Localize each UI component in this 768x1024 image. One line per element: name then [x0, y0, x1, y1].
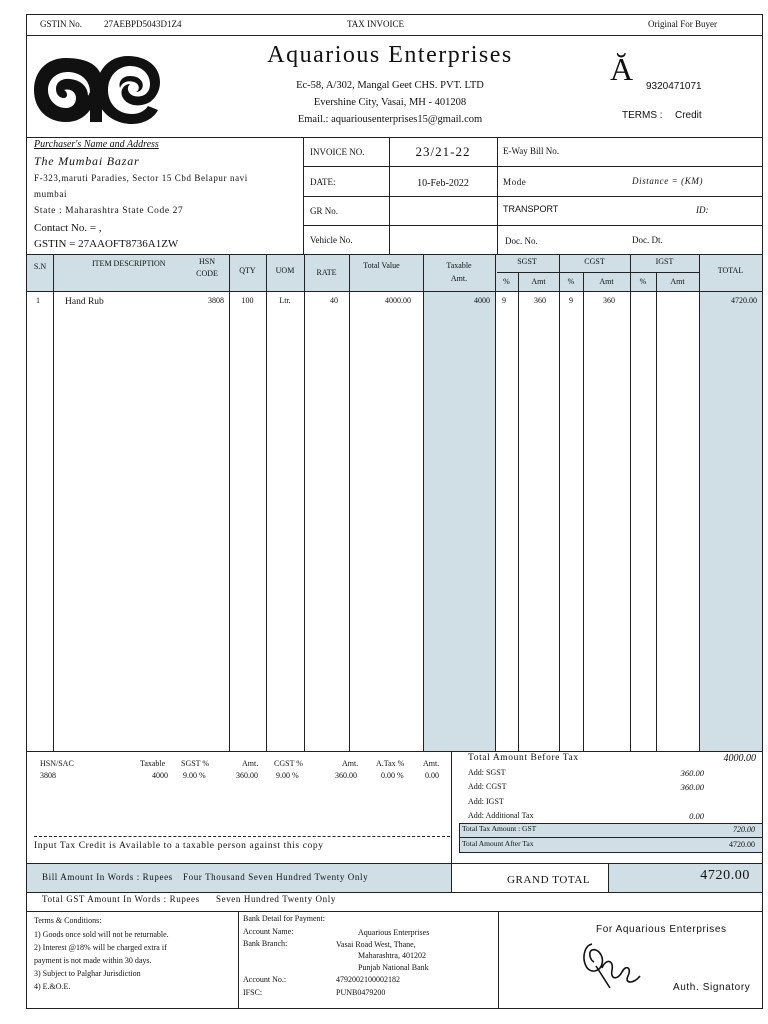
invoice-no-label: INVOICE NO. — [310, 147, 365, 157]
divider — [303, 166, 763, 167]
sum-sgst-pct: 9.00 % — [183, 771, 206, 780]
id-label: ID: — [696, 205, 709, 215]
signature-scribble-icon — [578, 938, 648, 994]
distance-label: Distance = (KM) — [632, 176, 704, 186]
col-header-igst-amt: Amt — [670, 277, 685, 286]
company-logo — [32, 52, 160, 128]
before-tax-value: 4000.00 — [723, 753, 756, 764]
sum-hsn: 3808 — [40, 771, 56, 780]
col-header-cgst-amt: Amt — [599, 277, 614, 286]
col-header-sgst-amt: Amt — [531, 277, 546, 286]
sum-atax-pct: 0.00 % — [381, 771, 404, 780]
divider — [303, 225, 763, 226]
purchaser-address-2: mumbai — [34, 189, 68, 199]
sum-cgst-amt: 360.00 — [335, 771, 357, 780]
col-header-igst-pct: % — [639, 277, 647, 286]
logo-mark-icon — [32, 52, 160, 128]
terms-value: Credit — [675, 110, 702, 121]
add-sgst-label: Add: SGST — [468, 768, 506, 777]
total-tax-value: 720.00 — [733, 825, 755, 834]
col-header-total: TOTAL — [717, 266, 744, 275]
gst-words-label: Total GST Amount In Words : Rupees — [42, 894, 200, 904]
sum-header-amt-3: Amt. — [423, 759, 440, 768]
mode-label: Mode — [503, 177, 527, 187]
col-header-hsn-2: CODE — [196, 269, 218, 278]
doc-no-label: Doc. No. — [505, 236, 538, 246]
divider — [583, 272, 584, 751]
divider — [451, 751, 452, 863]
purchaser-state: State : Maharashtra State Code 27 — [34, 206, 184, 216]
divider — [423, 254, 424, 751]
after-tax-value: 4720.00 — [729, 840, 755, 849]
after-tax-label: Total Amount After Tax — [462, 839, 534, 848]
divider — [451, 863, 452, 892]
invoice-no-value: 23/21-22 — [415, 144, 471, 159]
divider — [459, 837, 763, 838]
purchaser-gstin: GSTIN = 27AAOFT8736A1ZW — [34, 238, 179, 250]
divider — [656, 272, 657, 751]
bank-heading: Bank Detail for Payment: — [243, 914, 325, 923]
col-header-sgst-pct: % — [503, 277, 510, 286]
company-address-1: Ec-58, A/302, Mangal Geet CHS. PVT. LTD — [296, 80, 484, 91]
add-cgst-label: Add: CGST — [468, 782, 507, 791]
sum-header-hsn: HSN/SAC — [40, 759, 74, 768]
eway-label: E-Way Bill No. — [503, 146, 560, 156]
bank-acct-name: Aquarious Enterprises — [358, 928, 430, 937]
col-header-desc: ITEM DESCRIPTION — [92, 259, 166, 268]
divider — [26, 291, 763, 292]
divider — [26, 35, 763, 36]
sum-cgst-pct: 9.00 % — [276, 771, 299, 780]
row-total: 4720.00 — [731, 296, 757, 305]
purchaser-name: The Mumbai Bazar — [34, 154, 140, 168]
date-value: 10-Feb-2022 — [417, 178, 469, 189]
signature-for-label: For Aquarious Enterprises — [596, 924, 727, 935]
divider — [26, 911, 763, 912]
row-desc: Hand Rub — [65, 297, 104, 307]
bank-branch-line: Punjab National Bank — [358, 963, 429, 972]
bill-words-label: Bill Amount In Words : Rupees — [42, 872, 173, 882]
signature-mark — [578, 938, 648, 994]
terms-line: 1) Goods once sold will not be returnable. — [34, 930, 169, 939]
phone-icon: Ă — [610, 51, 634, 87]
divider — [459, 823, 460, 852]
row-rate: 40 — [330, 296, 338, 305]
divider — [303, 196, 763, 197]
itc-note: Input Tax Credit is Available to a taxable person against this copy — [34, 841, 324, 851]
col-header-igst: IGST — [655, 257, 674, 266]
row-taxable: 4000 — [474, 296, 490, 305]
divider — [304, 254, 305, 751]
divider — [34, 836, 450, 837]
doc-dt-label: Doc. Dt. — [632, 235, 663, 245]
row-total-value: 4000.00 — [385, 296, 411, 305]
row-qty: 100 — [241, 296, 254, 305]
divider — [266, 254, 267, 751]
vehicle-label: Vehicle No. — [310, 235, 353, 245]
divider — [229, 254, 230, 751]
divider — [498, 911, 499, 1009]
company-email: Email.: aquariousenterprises15@gmail.com — [297, 114, 483, 125]
divider — [26, 137, 763, 138]
company-name: Aquarious Enterprises — [267, 42, 513, 68]
divider — [349, 254, 350, 751]
auth-signatory-label: Auth. Signatory — [673, 982, 751, 993]
terms-label: TERMS : — [622, 110, 663, 121]
row-uom: Ltr. — [279, 296, 291, 305]
sum-header-amt-1: Amt. — [242, 759, 259, 768]
gst-words-value: Seven Hundred Twenty Only — [216, 894, 336, 904]
divider — [630, 254, 631, 751]
row-cgst-pct: 9 — [569, 296, 573, 305]
divider — [497, 272, 699, 273]
terms-line: payment is not made within 30 days. — [34, 956, 152, 965]
bank-acct-no-label: Account No.: — [243, 975, 287, 984]
add-sgst-value: 360.00 — [680, 768, 704, 778]
sum-header-cgst-pct: CGST % — [274, 759, 303, 768]
transport-label: TRANSPORT — [503, 204, 559, 214]
col-header-sgst: SGST — [517, 257, 537, 266]
bank-branch-line: Vasai Road West, Thane, — [336, 940, 416, 949]
divider — [26, 751, 763, 752]
bank-branch-line: Maharashtra, 401202 — [358, 951, 426, 960]
divider — [699, 254, 700, 751]
add-igst-label: Add: IGST — [468, 797, 504, 806]
divider — [26, 254, 763, 255]
row-sgst-amt: 360 — [534, 296, 546, 305]
divider — [53, 254, 54, 751]
grand-total-value: 4720.00 — [700, 868, 750, 883]
col-header-sn: S.N — [33, 262, 47, 271]
purchaser-address-1: F-323,maruti Paradies, Sector 15 Cbd Belapur navi — [34, 173, 248, 183]
add-addl-label: Add: Additional Tax — [468, 811, 534, 820]
col-header-cgst-pct: % — [567, 277, 575, 286]
sum-header-atax-pct: A.Tax % — [376, 759, 405, 768]
doc-type: TAX INVOICE — [347, 19, 405, 29]
row-cgst-amt: 360 — [603, 296, 615, 305]
col-header-cgst: CGST — [584, 257, 605, 266]
sum-header-amt-2: Amt. — [342, 759, 359, 768]
grand-total-label: GRAND TOTAL — [507, 874, 591, 886]
terms-line: 4) E.&O.E. — [34, 982, 71, 991]
col-header-hsn-1: HSN — [198, 257, 215, 266]
sum-header-sgst-pct: SGST % — [181, 759, 210, 768]
bank-acct-name-label: Account Name: — [243, 927, 294, 936]
add-addl-value: 0.00 — [689, 811, 704, 821]
col-header-taxable-2: Amt. — [450, 274, 468, 283]
terms-line: 2) Interest @18% will be charged extra if — [34, 943, 167, 952]
sum-atax-amt: 0.00 — [425, 771, 439, 780]
col-header-total-value: Total Value — [363, 261, 400, 270]
total-tax-label: Total Tax Amount : GST — [462, 824, 537, 833]
copy-label: Original For Buyer — [648, 19, 717, 29]
divider — [238, 911, 239, 1009]
before-tax-label: Total Amount Before Tax — [468, 753, 579, 763]
divider — [495, 254, 496, 751]
col-header-qty: QTY — [239, 266, 256, 275]
divider — [459, 852, 763, 853]
gstin-label: GSTIN No. — [40, 19, 82, 29]
company-phone: 9320471071 — [646, 81, 702, 92]
bank-branch-label: Bank Branch: — [243, 939, 288, 948]
divider — [518, 272, 519, 751]
gr-label: GR No. — [310, 206, 339, 216]
divider — [26, 892, 763, 893]
divider — [559, 254, 560, 751]
divider — [608, 863, 609, 892]
row-hsn: 3808 — [208, 296, 224, 305]
bank-ifsc: PUNB0479200 — [336, 988, 386, 997]
row-sn: 1 — [36, 296, 40, 305]
company-address-2: Evershine City, Vasai, MH - 401208 — [313, 97, 467, 108]
col-header-uom: UOM — [275, 266, 295, 275]
terms-line: 3) Subject to Palghar Jurisdiction — [34, 969, 141, 978]
terms-heading: Terms & Conditions: — [34, 916, 102, 925]
add-cgst-value: 360.00 — [680, 782, 704, 792]
col-header-taxable-1: Taxable — [446, 261, 472, 270]
purchaser-contact: Contact No. = , — [34, 222, 102, 234]
row-sgst-pct: 9 — [502, 296, 506, 305]
bill-words-value: Four Thousand Seven Hundred Twenty Only — [183, 872, 369, 882]
sum-sgst-amt: 360.00 — [236, 771, 258, 780]
gstin-value: 27AEBPD5043D1Z4 — [104, 19, 182, 29]
bank-ifsc-label: IFSC: — [243, 988, 263, 997]
divider — [26, 863, 763, 864]
col-header-rate: RATE — [316, 268, 337, 277]
sum-header-taxable: Taxable — [140, 759, 166, 768]
bank-acct-no: 4792002100002182 — [336, 975, 400, 984]
purchaser-heading: Purchaser's Name and Address — [34, 139, 159, 150]
sum-taxable: 4000 — [152, 771, 168, 780]
date-label: DATE: — [310, 177, 336, 187]
